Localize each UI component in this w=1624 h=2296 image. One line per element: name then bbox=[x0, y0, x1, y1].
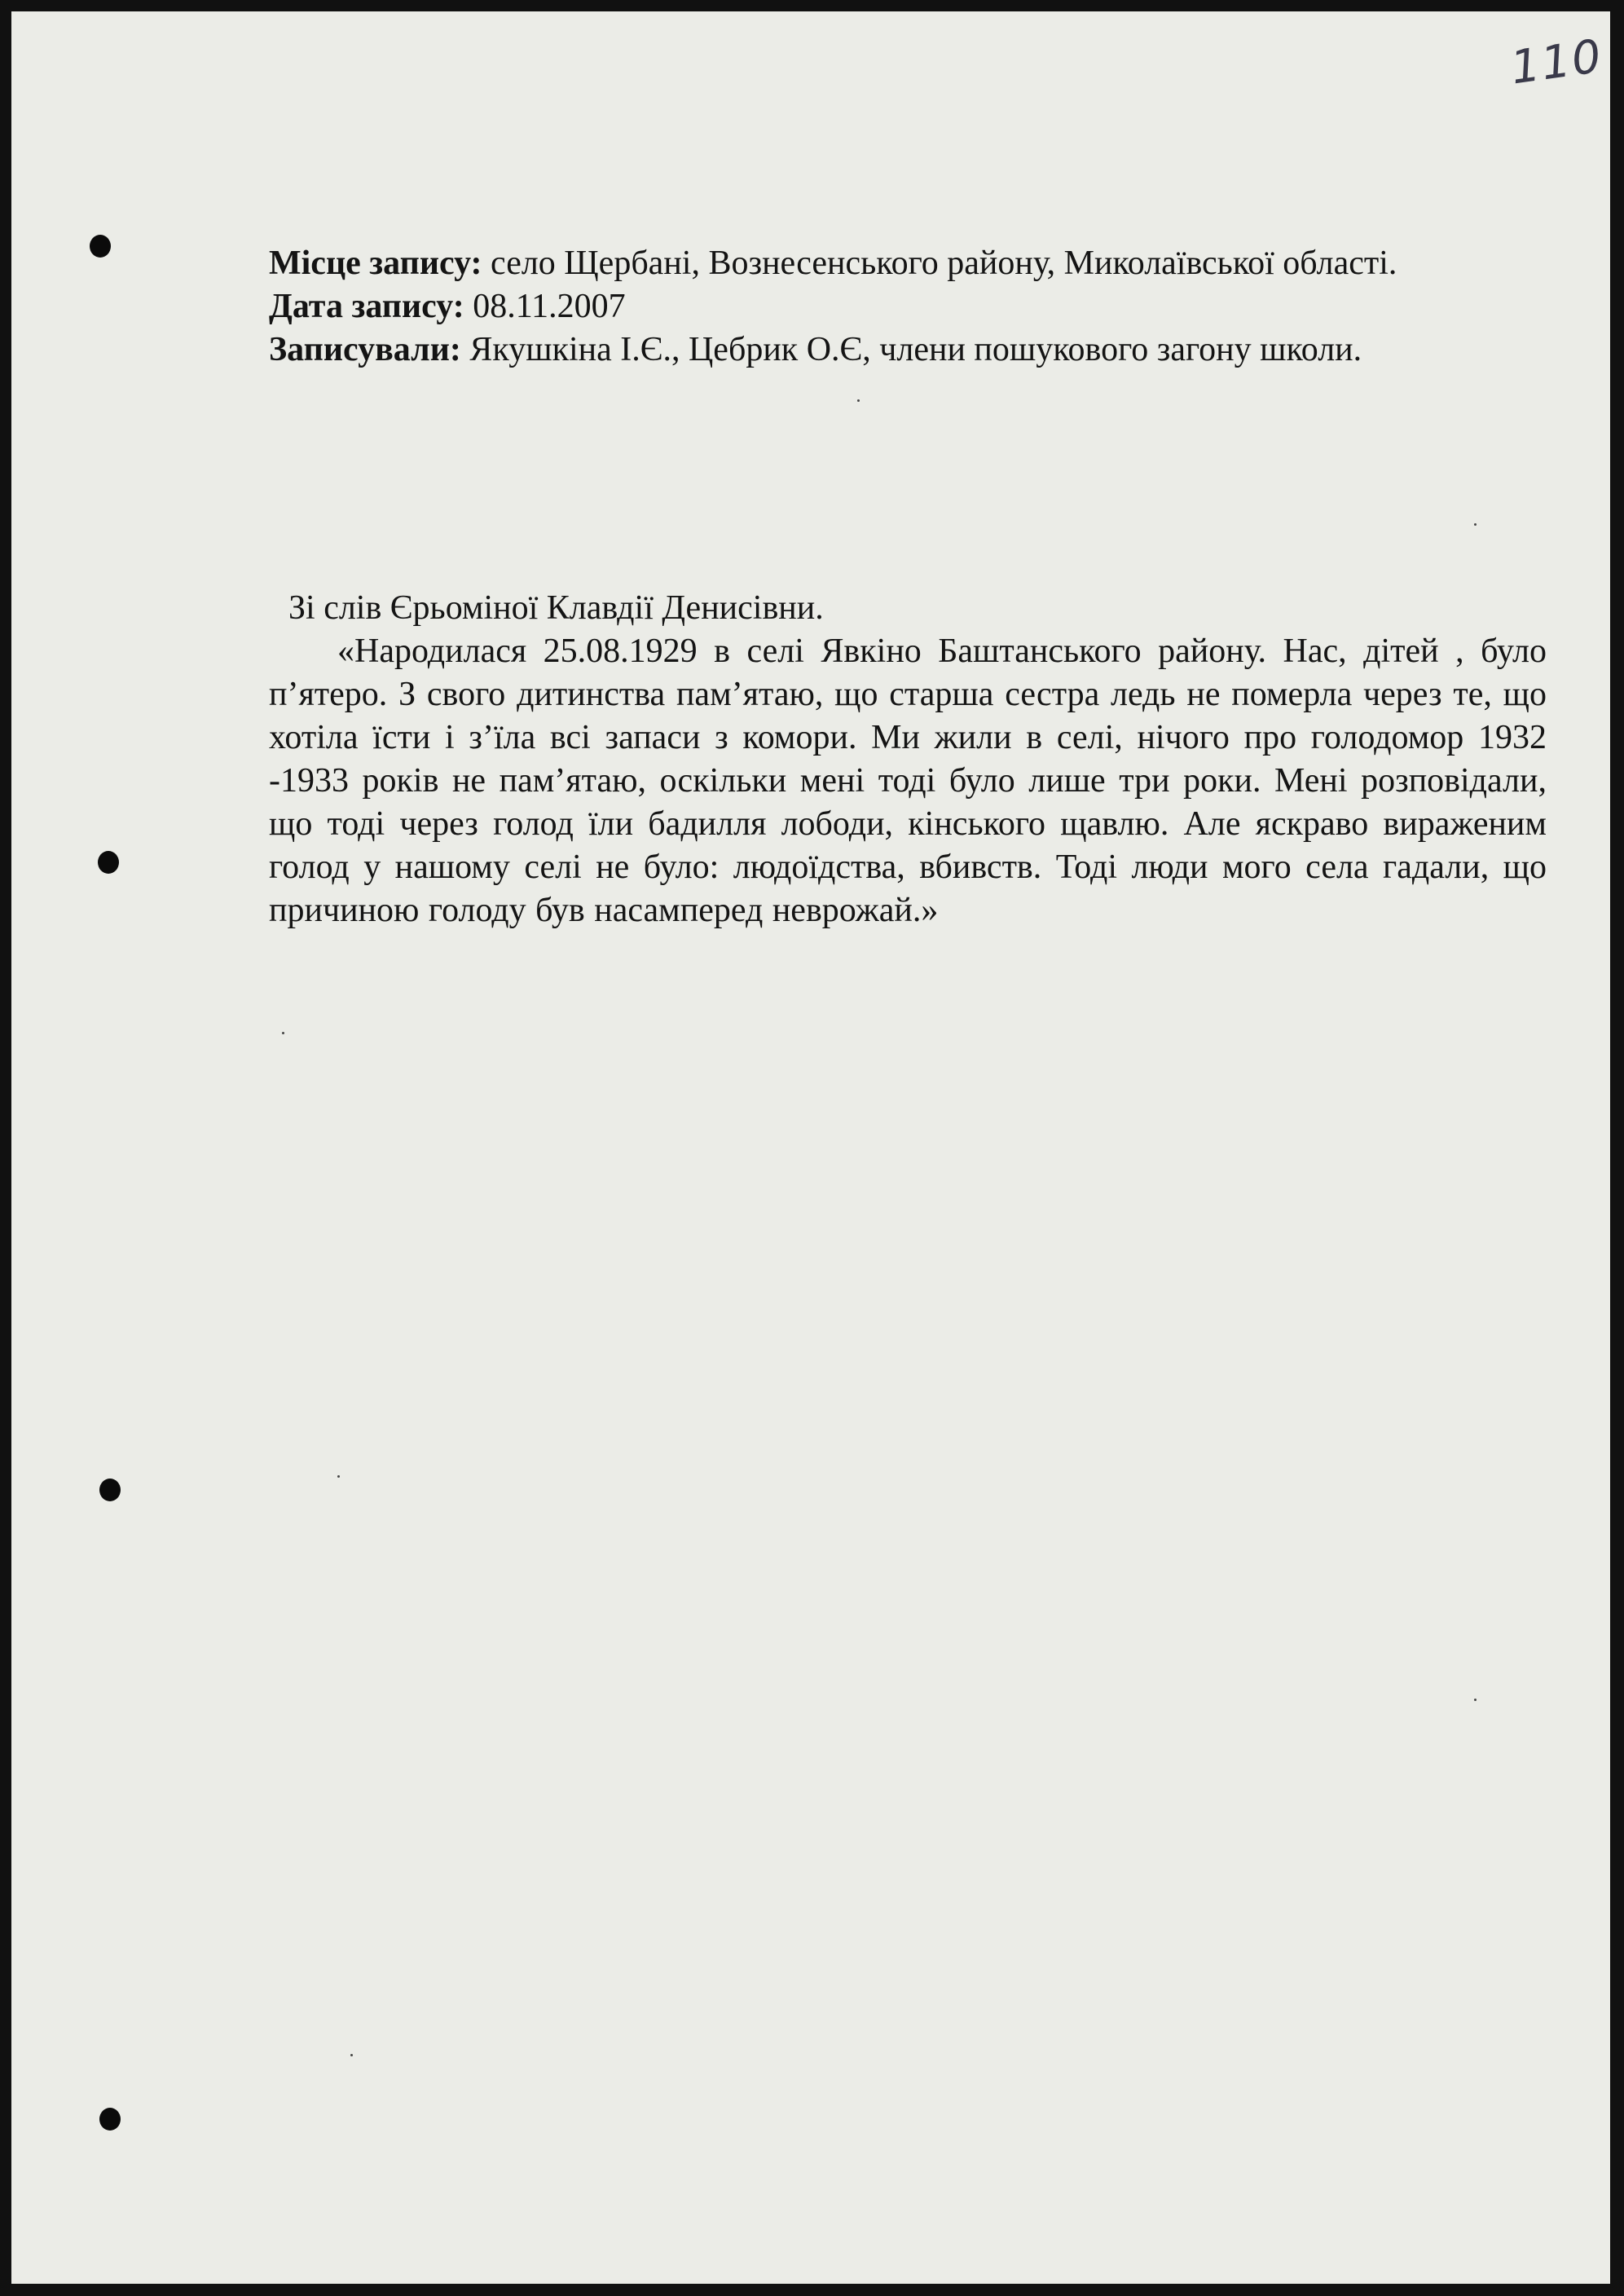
paper-speck bbox=[857, 399, 860, 402]
punch-hole bbox=[99, 1479, 121, 1501]
paper-speck bbox=[1474, 523, 1477, 526]
record-recorders-value: Якушкіна І.Є., Цебрик О.Є, члени пошукового загону школи. bbox=[460, 331, 1362, 368]
punch-hole bbox=[90, 235, 111, 258]
punch-hole bbox=[98, 851, 119, 874]
document-page bbox=[11, 11, 1610, 2284]
record-place bbox=[269, 242, 1397, 285]
record-recorders bbox=[269, 328, 1397, 372]
paper-speck bbox=[350, 2054, 353, 2056]
record-date bbox=[269, 285, 1397, 328]
record-recorders-label: Записували: bbox=[269, 331, 461, 368]
testimony-paragraph: «Народилася 25.08.1929 в селі Явкіно Баштанського району. Нас, дітей , було п’ятеро. З свого дитинства пам’ятаю, що старша сестра ледь не померла через те, що хотіла їсти і з’їла всі запаси з комори. Ми жили в селі, нічого про голодомор 1932 -1933 років не пам’ятаю, оскільки мені тоді було лише три роки. Мені розповідали, що тоді через голод їли бадилля лободи, кінського щавлю. Але яскраво вираженим голод у нашому селі не було: людоїдства, вбивств. Тоді люди мого села гадали, що причиною голоду був насамперед неврожай.» bbox=[269, 632, 1547, 929]
record-place-value: село Щербані, Вознесенського району, Миколаївської області. bbox=[482, 245, 1397, 282]
record-place-label: Місце запису: bbox=[269, 245, 482, 282]
paper-speck bbox=[337, 1475, 340, 1478]
page-number: 110 bbox=[1507, 29, 1606, 95]
paper-speck bbox=[282, 1032, 284, 1034]
record-date-label: Дата запису: bbox=[269, 288, 464, 325]
punch-hole bbox=[99, 2108, 121, 2131]
record-metadata bbox=[269, 242, 1397, 372]
paper-speck bbox=[1474, 1699, 1477, 1701]
record-date-value: 08.11.2007 bbox=[464, 288, 626, 325]
source-line: Зі слів Єрьоміної Клавдії Денисівни. bbox=[288, 589, 824, 627]
